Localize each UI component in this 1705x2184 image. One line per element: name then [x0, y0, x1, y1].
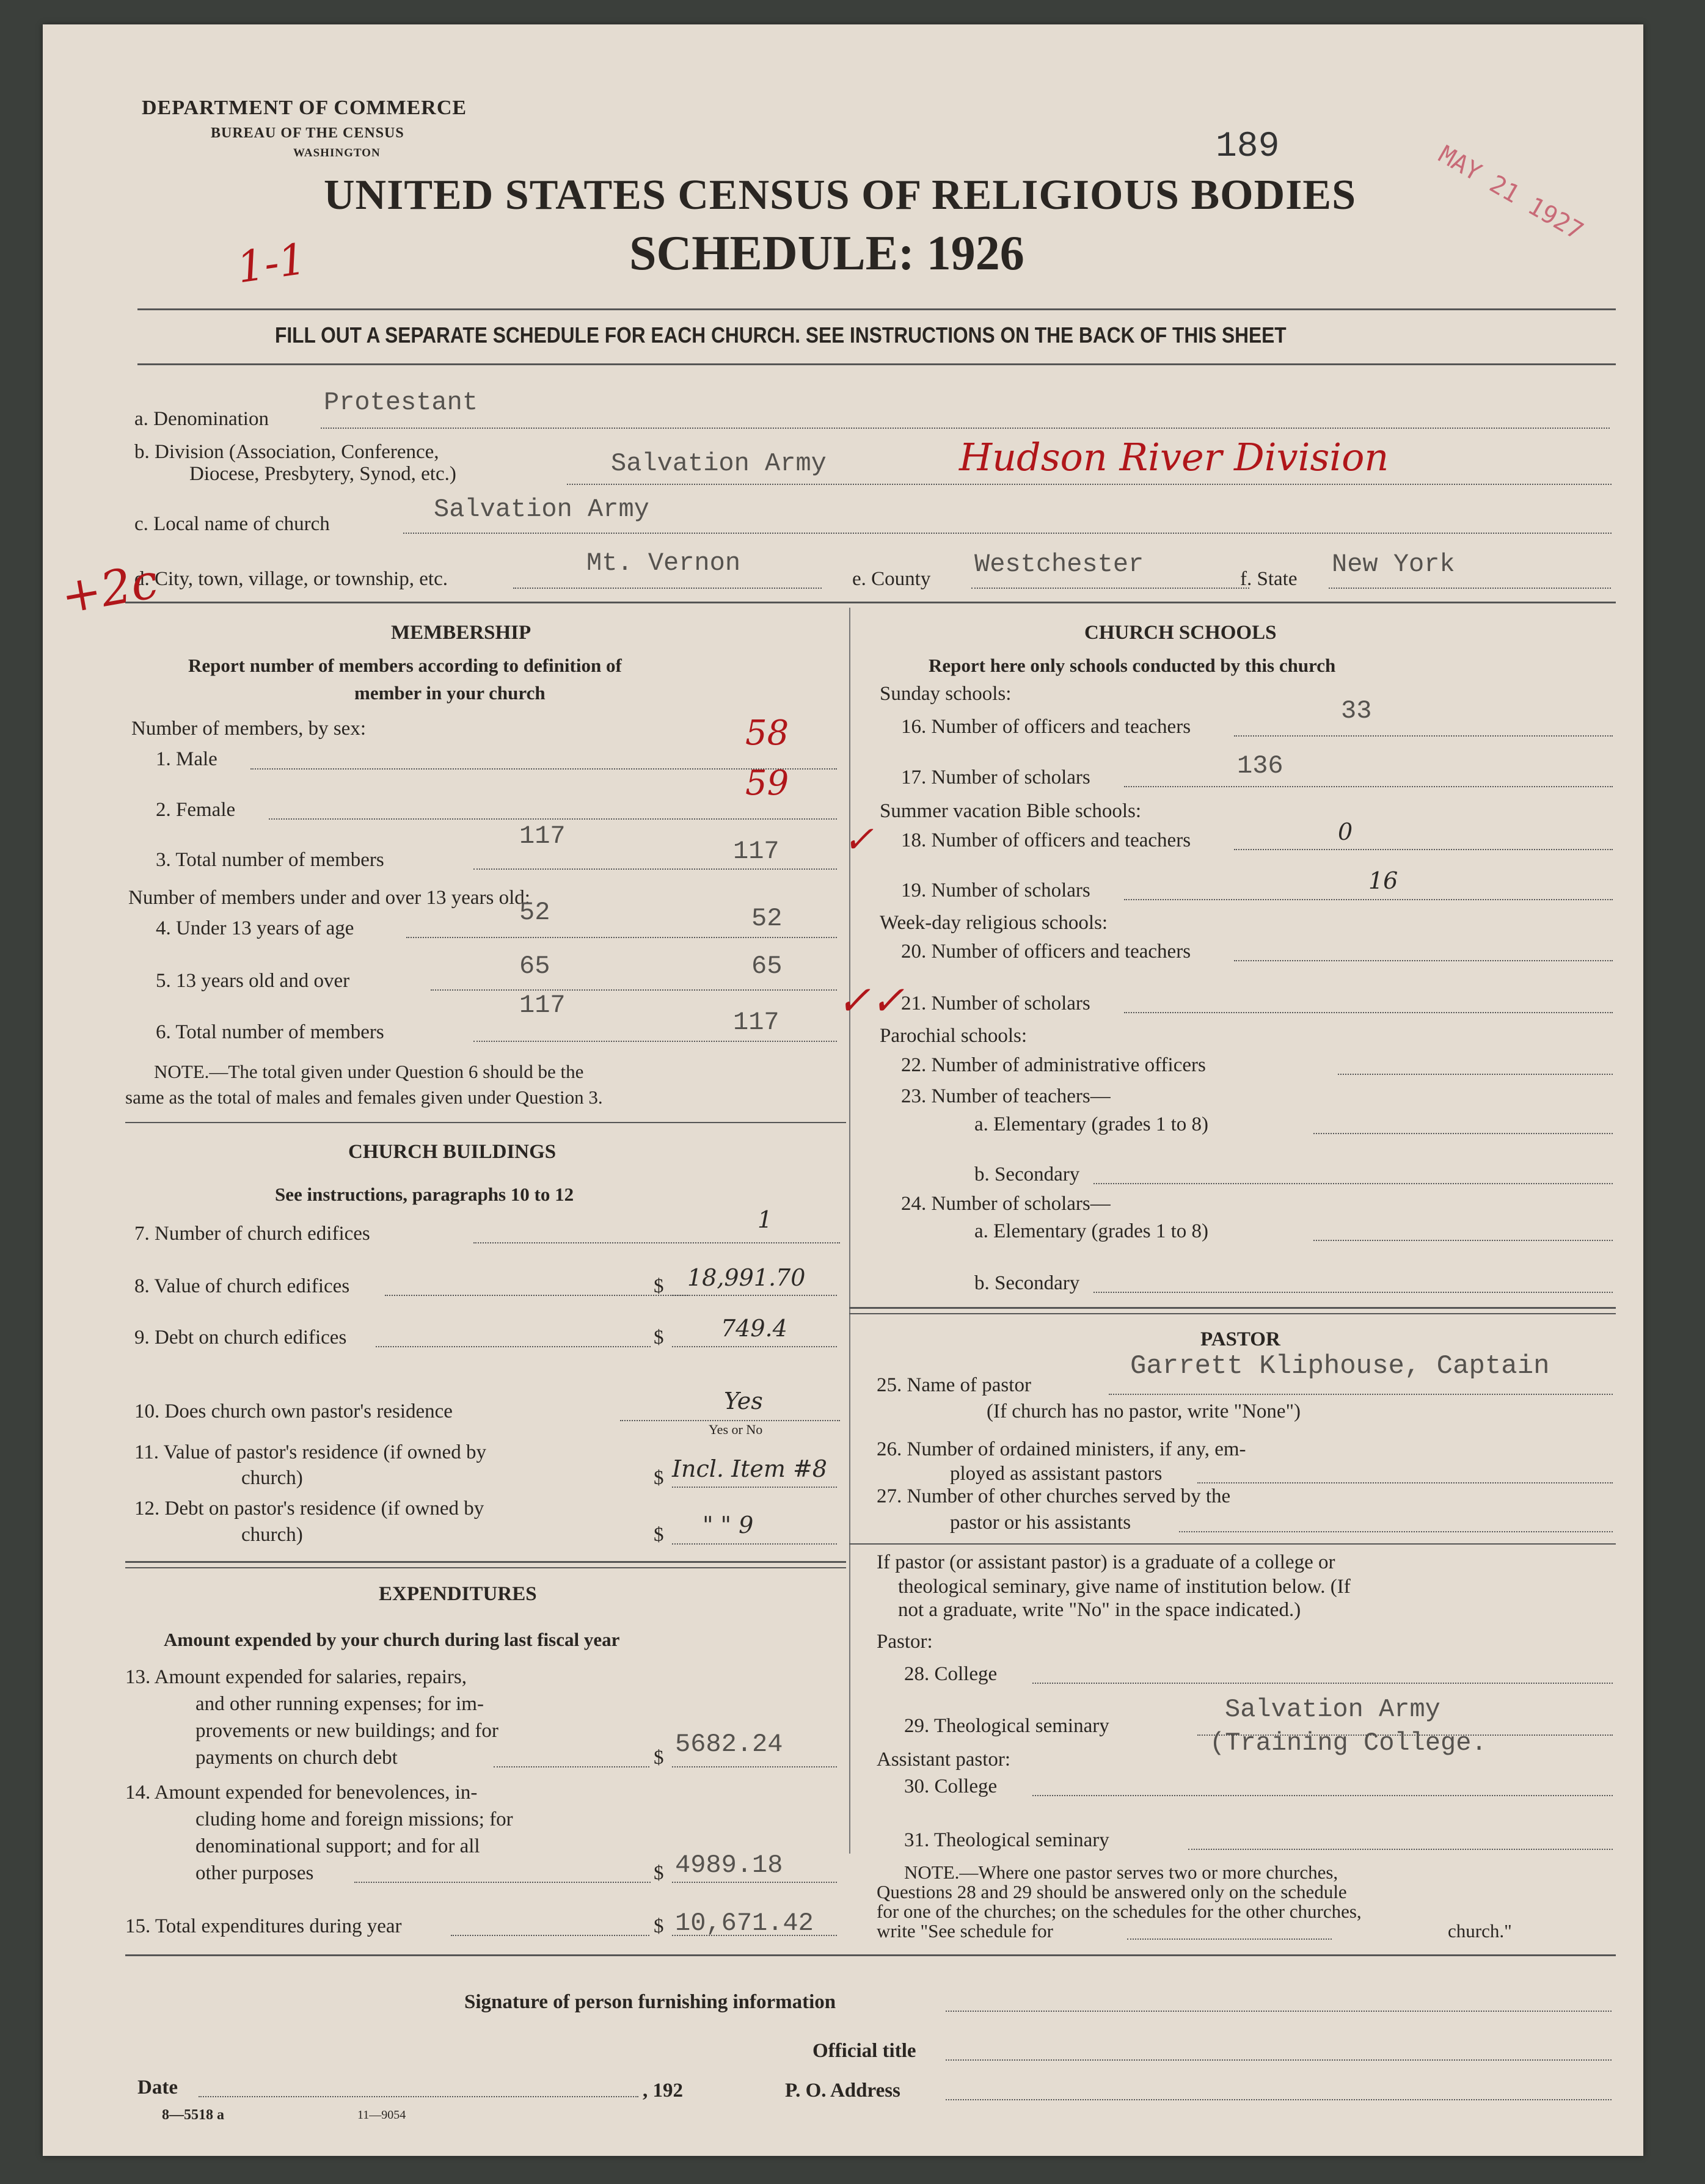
q24-label: 24. Number of scholars— — [901, 1193, 1111, 1215]
official-title-line[interactable] — [946, 2059, 1612, 2061]
serial-number: 189 — [1216, 127, 1280, 167]
membership-note-1: NOTE.—The total given under Question 6 should be the — [154, 1061, 584, 1082]
county-value: Westchester — [974, 550, 1144, 579]
q24b-label: b. Secondary — [974, 1272, 1080, 1294]
bureau-heading: BUREAU OF THE CENSUS — [211, 125, 404, 141]
division-value-handwritten: Hudson River Division — [959, 435, 1389, 479]
graduate-note-2: theological seminary, give name of institution below. (If — [898, 1576, 1351, 1598]
rule — [125, 1954, 1616, 1956]
rule — [137, 363, 1616, 365]
q13-label-3: provements or new buildings; and for — [195, 1720, 498, 1742]
city-heading: WASHINGTON — [293, 147, 381, 159]
q13-label-4: payments on church debt — [195, 1747, 398, 1769]
q27-label-1: 27. Number of other churches served by the — [877, 1485, 1231, 1507]
q16-value: 33 — [1341, 696, 1372, 726]
q4-label: 4. Under 13 years of age — [156, 917, 354, 939]
q1-label: 1. Male — [156, 748, 217, 770]
q5-value-a: 65 — [519, 952, 550, 981]
dollar-sign: $ — [654, 1327, 664, 1349]
graduate-note-1: If pastor (or assistant pastor) is a graduate of a college or — [877, 1551, 1335, 1573]
po-address-label: P. O. Address — [785, 2080, 900, 2102]
buildings-sub: See instructions, paragraphs 10 to 12 — [275, 1184, 574, 1205]
state-value: New York — [1332, 550, 1455, 579]
weekday-schools-label: Week-day religious schools: — [880, 912, 1108, 934]
form-number: 8—5518 a — [162, 2107, 224, 2123]
pastor-heading: PASTOR — [1200, 1328, 1280, 1350]
sunday-schools-label: Sunday schools: — [880, 683, 1012, 705]
dollar-sign: $ — [654, 1747, 664, 1769]
signature-line[interactable] — [946, 2011, 1612, 2012]
buildings-heading: CHURCH BUILDINGS — [348, 1141, 557, 1163]
q19-value: 16 — [1368, 867, 1398, 894]
q2-female-value: 59 — [745, 763, 789, 803]
pastor-note-1: NOTE.—Where one pastor serves two or more churches, — [904, 1862, 1338, 1883]
members-by-sex-label: Number of members, by sex: — [131, 718, 366, 740]
form-title: UNITED STATES CENSUS OF RELIGIOUS BODIES — [324, 172, 1357, 219]
q26-label-1: 26. Number of ordained ministers, if any, em- — [877, 1438, 1246, 1460]
signature-label: Signature of person furnishing information — [464, 1991, 836, 2013]
print-code: 11—9054 — [357, 2108, 406, 2122]
q7-label: 7. Number of church edifices — [134, 1223, 370, 1245]
dollar-sign: $ — [654, 1275, 664, 1297]
check-mark: ✓ — [843, 818, 874, 861]
dollar-sign: $ — [654, 1524, 664, 1546]
pastor-note-4: write "See schedule for — [877, 1920, 1053, 1942]
city-value: Mt. Vernon — [586, 548, 741, 578]
schedule-title: SCHEDULE: 1926 — [629, 227, 1024, 280]
members-by-age-label: Number of members under and over 13 years old: — [128, 887, 530, 909]
q26-label-2: ployed as assistant pastors — [950, 1463, 1163, 1485]
q19-label: 19. Number of scholars — [901, 879, 1090, 901]
q23a-label: a. Elementary (grades 1 to 8) — [974, 1113, 1209, 1135]
schools-sub: Report here only schools conducted by this church — [929, 655, 1336, 676]
rule — [849, 1543, 1616, 1545]
q9-value: 749.4 — [721, 1315, 787, 1342]
denomination-value: Protestant — [324, 388, 478, 417]
division-label-2: Diocese, Presbytery, Synod, etc.) — [189, 463, 456, 485]
q29-value-1: Salvation Army — [1225, 1695, 1440, 1724]
membership-sub-2: member in your church — [354, 682, 546, 704]
q12-label-1: 12. Debt on pastor's residence (if owned by — [134, 1498, 484, 1520]
q23b-label: b. Secondary — [974, 1163, 1080, 1185]
q12-label-2: church) — [241, 1524, 303, 1546]
q1-male-value: 58 — [745, 713, 789, 753]
q25-value: Garrett Kliphouse, Captain — [1130, 1351, 1550, 1381]
q3-label: 3. Total number of members — [156, 849, 384, 871]
q25-note: (If church has no pastor, write "None") — [987, 1400, 1301, 1422]
division-value-typed: Salvation Army — [611, 449, 827, 478]
pastor-note-2: Questions 28 and 29 should be answered only on the schedule — [877, 1881, 1347, 1902]
q30-label: 30. College — [904, 1775, 998, 1797]
q14-value: 4989.18 — [675, 1851, 783, 1880]
q6-value-a: 117 — [519, 991, 566, 1020]
local-name-label: c. Local name of church — [134, 513, 330, 535]
date-line[interactable] — [199, 2096, 638, 2097]
q29-value-2: (Training College. — [1210, 1728, 1487, 1758]
q5-label: 5. 13 years old and over — [156, 970, 350, 992]
pastor-note-4b: church." — [1448, 1920, 1512, 1942]
q11-label-1: 11. Value of pastor's residence (if owned by — [134, 1441, 486, 1463]
q28-label: 28. College — [904, 1663, 998, 1685]
received-stamp: MAY 21 1927 — [1434, 140, 1588, 246]
q29-label: 29. Theological seminary — [904, 1715, 1109, 1737]
check-mark: ✓✓ — [837, 977, 905, 1024]
margin-mark: 1-1 — [233, 233, 309, 293]
denomination-label: a. Denomination — [134, 408, 269, 430]
q14-label-3: denominational support; and for all — [195, 1835, 480, 1857]
parochial-schools-label: Parochial schools: — [880, 1025, 1028, 1047]
instruction-line: FILL OUT A SEPARATE SCHEDULE FOR EACH CHURCH. SEE INSTRUCTIONS ON THE BACK OF THIS SHEET — [275, 322, 1287, 348]
q27-label-2: pastor or his assistants — [950, 1512, 1131, 1534]
rule — [125, 1561, 846, 1563]
margin-handwriting: +2c — [57, 553, 162, 625]
local-name-value: Salvation Army — [434, 495, 649, 524]
rule — [125, 1567, 846, 1568]
q21-label: 21. Number of scholars — [901, 992, 1090, 1014]
membership-heading: MEMBERSHIP — [391, 622, 531, 644]
county-label: e. County — [852, 568, 931, 590]
q23-label: 23. Number of teachers— — [901, 1085, 1111, 1107]
q8-label: 8. Value of church edifices — [134, 1275, 350, 1297]
official-title-label: Official title — [812, 2040, 916, 2062]
q3-value-a: 117 — [519, 821, 566, 851]
q14-label-4: other purposes — [195, 1862, 314, 1884]
q6-label: 6. Total number of members — [156, 1021, 384, 1043]
dollar-sign: $ — [654, 1915, 664, 1937]
q18-label: 18. Number of officers and teachers — [901, 829, 1191, 851]
census-schedule-sheet — [43, 24, 1643, 2156]
graduate-note-3: not a graduate, write "No" in the space indicated.) — [898, 1599, 1301, 1621]
q13-value: 5682.24 — [675, 1730, 783, 1759]
division-label-1: b. Division (Association, Conference, — [134, 441, 439, 463]
q13-label-1: 13. Amount expended for salaries, repairs, — [125, 1666, 467, 1688]
state-label: f. State — [1240, 568, 1298, 590]
summer-schools-label: Summer vacation Bible schools: — [880, 800, 1142, 822]
schools-heading: CHURCH SCHOOLS — [1084, 622, 1277, 644]
q31-label: 31. Theological seminary — [904, 1829, 1109, 1851]
q3-value-b: 117 — [733, 837, 779, 866]
dollar-sign: $ — [654, 1862, 664, 1884]
q14-label-2: cluding home and foreign missions; for — [195, 1808, 513, 1830]
q4-value-b: 52 — [751, 904, 783, 933]
q11-value: Incl. Item #8 — [672, 1455, 827, 1482]
q7-value: 1 — [758, 1206, 773, 1233]
q4-value-a: 52 — [519, 898, 550, 927]
q6-value-b: 117 — [733, 1008, 779, 1037]
rule — [849, 1307, 1616, 1309]
q13-label-2: and other running expenses; for im- — [195, 1693, 484, 1715]
q15-value: 10,671.42 — [675, 1909, 814, 1938]
q10-hint: Yes or No — [709, 1422, 763, 1437]
column-divider — [849, 608, 850, 1854]
membership-note-2: same as the total of males and females given under Question 3. — [125, 1087, 603, 1108]
rule — [125, 602, 1616, 603]
q25-label: 25. Name of pastor — [877, 1374, 1031, 1396]
date-label: Date — [137, 2077, 178, 2098]
q14-label-1: 14. Amount expended for benevolences, in- — [125, 1782, 478, 1804]
q15-label: 15. Total expenditures during year — [125, 1915, 402, 1937]
q24a-label: a. Elementary (grades 1 to 8) — [974, 1220, 1209, 1242]
date-year: , 192 — [643, 2080, 683, 2102]
q20-label: 20. Number of officers and teachers — [901, 941, 1191, 963]
pastor-note-3: for one of the churches; on the schedules for the other churches, — [877, 1901, 1362, 1922]
q22-label: 22. Number of administrative officers — [901, 1054, 1206, 1076]
q17-label: 17. Number of scholars — [901, 766, 1090, 788]
q17-value: 136 — [1237, 751, 1283, 781]
q10-value: Yes — [724, 1388, 763, 1414]
po-address-line[interactable] — [946, 2099, 1612, 2100]
department-heading: DEPARTMENT OF COMMERCE — [142, 96, 467, 119]
rule — [125, 1122, 846, 1123]
q16-label: 16. Number of officers and teachers — [901, 716, 1191, 738]
q12-value: " " 9 — [703, 1512, 754, 1538]
expenditures-sub: Amount expended by your church during last fiscal year — [164, 1629, 620, 1650]
rule — [137, 308, 1616, 310]
rule — [849, 1313, 1616, 1314]
dollar-sign: $ — [654, 1467, 664, 1489]
city-label: d. City, town, village, or township, etc. — [134, 568, 448, 590]
q9-label: 9. Debt on church edifices — [134, 1327, 347, 1349]
pastor-sub-label: Pastor: — [877, 1631, 933, 1653]
q8-value: 18,991.70 — [687, 1264, 806, 1291]
q5-value-b: 65 — [751, 952, 783, 981]
q2-label: 2. Female — [156, 799, 236, 821]
assistant-pastor-label: Assistant pastor: — [877, 1749, 1011, 1771]
expenditures-heading: EXPENDITURES — [379, 1583, 537, 1605]
membership-sub-1: Report number of members according to definition of — [188, 655, 622, 676]
q18-value: 0 — [1338, 818, 1353, 845]
q10-label: 10. Does church own pastor's residence — [134, 1400, 453, 1422]
q11-label-2: church) — [241, 1467, 303, 1489]
